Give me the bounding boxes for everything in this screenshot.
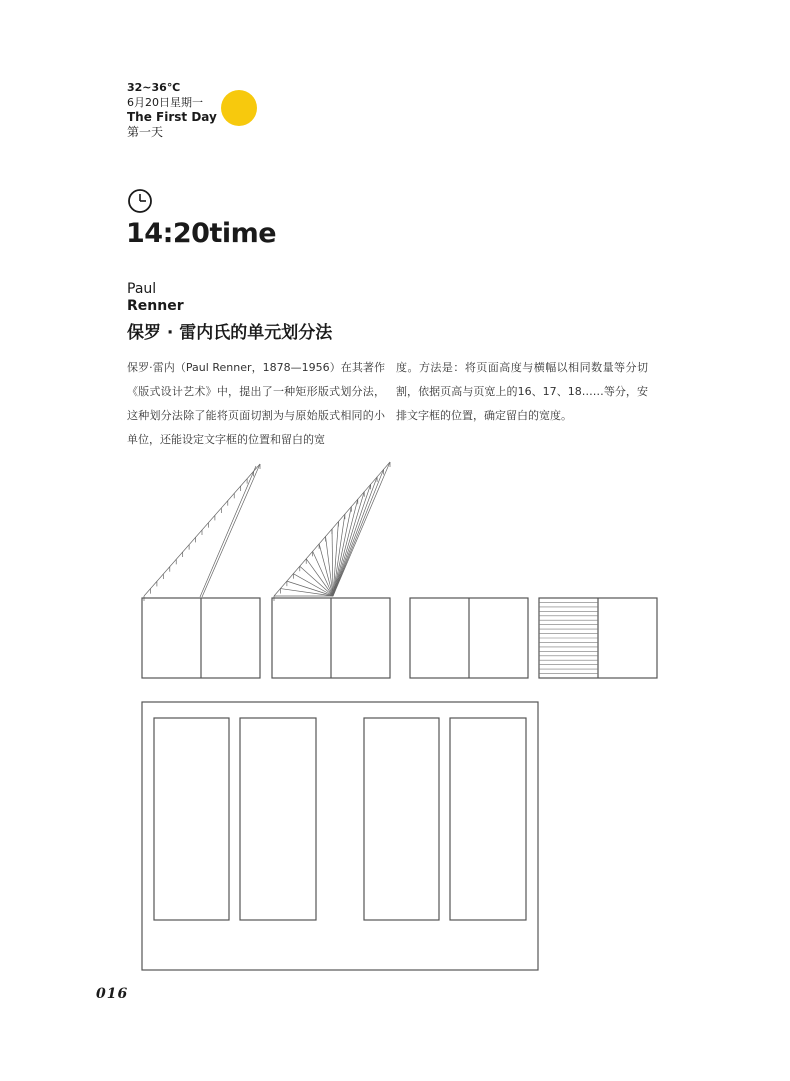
time-title: 14:20time (126, 218, 277, 249)
page-number: 016 (96, 986, 129, 1002)
text-frame-4 (450, 718, 526, 920)
temperature: 32~36℃ (127, 81, 181, 94)
construction-lines (144, 462, 390, 601)
fan-2 (333, 507, 351, 596)
fan-2 (333, 514, 345, 596)
author-first-name: Paul (127, 281, 157, 297)
fan-2 (333, 477, 377, 596)
day-label-cn: 第一天 (127, 125, 164, 139)
author-last-name: Renner (127, 298, 184, 314)
fan-2 (333, 469, 384, 596)
spread-4-hatching (539, 602, 598, 673)
fan-2 (300, 566, 333, 596)
large-spread-outline (142, 702, 538, 970)
fan-2 (333, 462, 390, 596)
fan-1 (202, 464, 260, 597)
body-text-column-2: 度。方法是：将页面高度与横幅以相同数量等分切割，依据页高与页宽上的16、17、18……等分，安排文字框的位置，确定留白的宽度。 (396, 361, 648, 422)
fan-2 (333, 484, 371, 596)
fan-1 (200, 466, 256, 597)
date: 6月20日星期一 (127, 96, 203, 109)
day-label-en: The First Day (127, 110, 217, 124)
fan-2 (332, 529, 333, 596)
text-frame-3 (364, 718, 439, 920)
fan-2 (280, 589, 333, 596)
text-frame-2 (240, 718, 316, 920)
section-heading: 保罗 · 雷内氏的单元划分法 (127, 323, 333, 343)
body-text-column-1: 保罗·雷内（Paul Renner，1878—1956）在其著作《版式设计艺术》中，提出了一种矩形版式划分法，这种划分法除了能将页面切割为与原始版式相同的小单位，还能设定文字框的位置和留白的宽 (127, 361, 385, 446)
text-frame-1 (154, 718, 229, 920)
fan-2 (333, 492, 364, 596)
large-layout-example (142, 702, 538, 970)
